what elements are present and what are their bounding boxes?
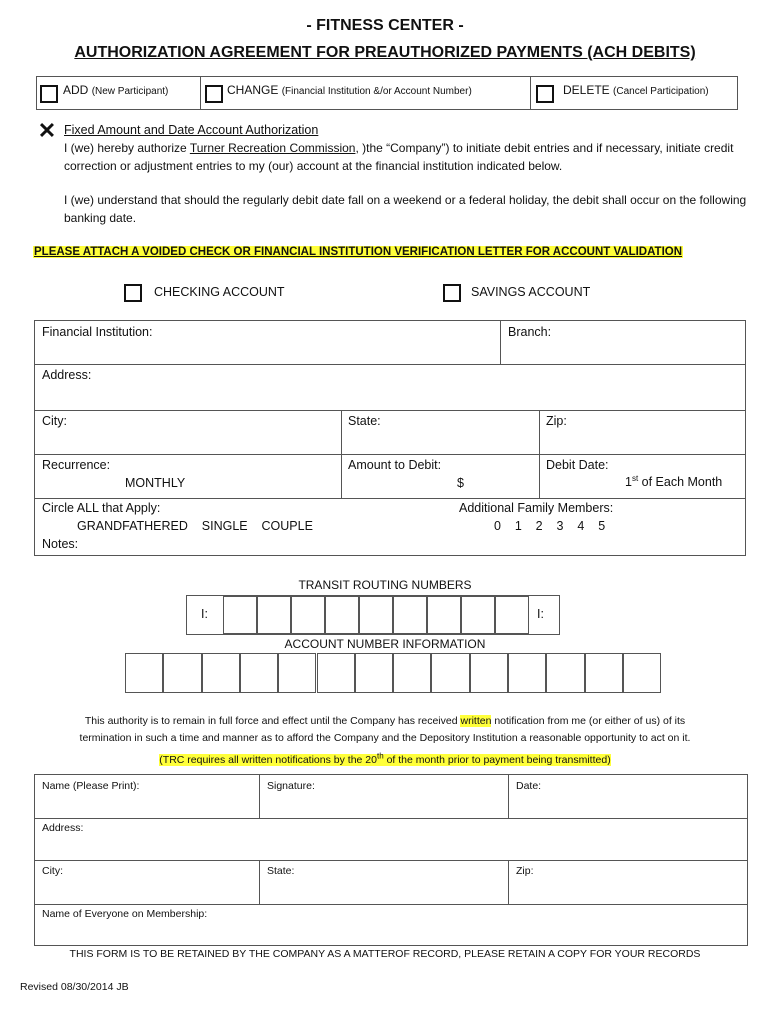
add-checkbox[interactable]	[40, 85, 58, 103]
authorization-paragraph: I (we) hereby authorize Turner Recreation Commission, )the “Company”) to initiate debit entries and if necessary, initiate credit correction or adjustment entries to my (our) account at the financial institution indicated below.	[64, 141, 734, 173]
savings-checkbox[interactable]	[443, 284, 461, 302]
add-note: (New Participant)	[91, 86, 169, 97]
account-digit-box[interactable]	[546, 653, 584, 693]
add-label: ADD	[63, 83, 89, 97]
x-mark-icon: ✕	[37, 118, 57, 143]
weekend-paragraph: I (we) understand that should the regularly debit date fall on a weekend or a federal holiday, the debit shall occur on the following banking date.	[64, 193, 747, 225]
routing-right-mark: I:	[537, 607, 544, 621]
circle-apply-label: Circle ALL that Apply:	[42, 501, 161, 515]
bank-state-field[interactable]: State:	[348, 414, 381, 428]
name-print-field[interactable]: Name (Please Print):	[42, 780, 140, 792]
financial-institution-field[interactable]: Financial Institution:	[42, 325, 153, 339]
routing-digit-box[interactable]	[461, 596, 495, 634]
participation-options	[36, 76, 738, 110]
attach-check-notice: PLEASE ATTACH A VOIDED CHECK OR FINANCIAL INSTITUTION VERIFICATION LETTER FOR ACCOUNT VALIDATION	[34, 246, 683, 258]
account-digit-box[interactable]	[623, 653, 661, 693]
routing-left-mark: I:	[201, 607, 208, 621]
delete-note: (Cancel Participation)	[613, 86, 709, 97]
checking-checkbox[interactable]	[124, 284, 142, 302]
participant-signature-table	[34, 774, 748, 946]
account-number-boxes	[125, 653, 662, 693]
change-label: CHANGE	[227, 83, 279, 97]
fixed-amount-checkbox[interactable]	[36, 120, 58, 142]
company-name: Turner Recreation Commission	[189, 141, 356, 155]
account-digit-box[interactable]	[125, 653, 163, 693]
account-digit-box[interactable]	[393, 653, 431, 693]
option-change	[200, 77, 531, 109]
account-digit-box[interactable]	[317, 653, 355, 693]
option-delete	[530, 77, 738, 109]
account-digit-box[interactable]	[163, 653, 201, 693]
routing-title: TRANSIT ROUTING NUMBERS	[298, 578, 472, 592]
branch-field[interactable]: Branch:	[508, 325, 552, 339]
routing-digit-box[interactable]	[325, 596, 359, 634]
change-checkbox[interactable]	[205, 85, 223, 103]
form-subtitle: AUTHORIZATION AGREEMENT FOR PREAUTHORIZED PAYMENTS (ACH DEBITS)	[74, 44, 696, 61]
account-digit-box[interactable]	[431, 653, 469, 693]
routing-digit-box[interactable]	[291, 596, 325, 634]
account-digit-box[interactable]	[240, 653, 278, 693]
routing-digit-box[interactable]	[393, 596, 427, 634]
date-field[interactable]: Date:	[516, 780, 542, 792]
membership-names-field[interactable]: Name of Everyone on Membership:	[42, 908, 208, 920]
retention-footer: THIS FORM IS TO BE RETAINED BY THE COMPANY AS A MATTEROF RECORD, PLEASE RETAIN A COPY FOR YOUR RECORDS	[69, 948, 701, 960]
amount-label: Amount to Debit:	[348, 458, 442, 472]
family-members-options[interactable]: 0 1 2 3 4 5	[494, 519, 606, 533]
family-members-label: Additional Family Members:	[459, 501, 614, 515]
amount-field[interactable]: $	[457, 476, 464, 490]
option-add	[37, 77, 200, 109]
account-digit-box[interactable]	[202, 653, 240, 693]
participant-zip-field[interactable]: Zip:	[516, 865, 534, 877]
routing-number-boxes	[186, 595, 560, 635]
participant-address-field[interactable]: Address:	[42, 822, 84, 834]
change-note: (Financial Institution &/or Account Number)	[281, 86, 472, 97]
account-digit-box[interactable]	[585, 653, 623, 693]
debit-date-label: Debit Date:	[546, 458, 609, 472]
bank-address-field[interactable]: Address:	[42, 368, 92, 382]
delete-label: DELETE	[563, 83, 610, 97]
bank-information-table	[34, 320, 746, 556]
savings-label: SAVINGS ACCOUNT	[471, 285, 591, 299]
account-digit-box[interactable]	[355, 653, 393, 693]
revision-note: Revised 08/30/2014 JB	[20, 981, 129, 993]
fixed-amount-title: Fixed Amount and Date Account Authorization	[64, 123, 319, 137]
account-digit-box[interactable]	[508, 653, 546, 693]
participant-city-field[interactable]: City:	[42, 865, 63, 877]
bank-zip-field[interactable]: Zip:	[546, 414, 567, 428]
bank-city-field[interactable]: City:	[42, 414, 67, 428]
debit-date-value: 1st of Each Month	[625, 474, 723, 490]
written-notice-deadline: (TRC requires all written notifications by the 20th of the month prior to payment being transmitted)	[159, 751, 611, 766]
notes-field[interactable]: Notes:	[42, 537, 79, 551]
routing-digit-box[interactable]	[223, 596, 257, 634]
routing-digit-box[interactable]	[495, 596, 529, 634]
account-number-title: ACCOUNT NUMBER INFORMATION	[284, 637, 486, 651]
routing-digit-box[interactable]	[257, 596, 291, 634]
delete-checkbox[interactable]	[536, 85, 554, 103]
membership-type-options[interactable]: GRANDFATHERED SINGLE COUPLE	[77, 519, 313, 533]
participant-state-field[interactable]: State:	[267, 865, 295, 877]
authority-statement: This authority is to remain in full force and effect until the Company has received written notification from me (or either of us) of its termination in such a time and manner as to afford the Company and the Depository Institution a reasonable opportunity to act on it. (TRC requires all written notifications by the 20th of the month prior to payment being transmitted)	[79, 715, 691, 766]
recurrence-label: Recurrence:	[42, 458, 111, 472]
recurrence-value: MONTHLY	[125, 476, 186, 490]
checking-label: CHECKING ACCOUNT	[154, 285, 285, 299]
account-digit-box[interactable]	[470, 653, 508, 693]
signature-field[interactable]: Signature:	[267, 780, 315, 792]
account-digit-box[interactable]	[278, 653, 316, 693]
form-title: - FITNESS CENTER -	[306, 17, 464, 34]
routing-digit-box[interactable]	[359, 596, 393, 634]
written-highlight: written	[460, 715, 492, 727]
routing-digit-box[interactable]	[427, 596, 461, 634]
